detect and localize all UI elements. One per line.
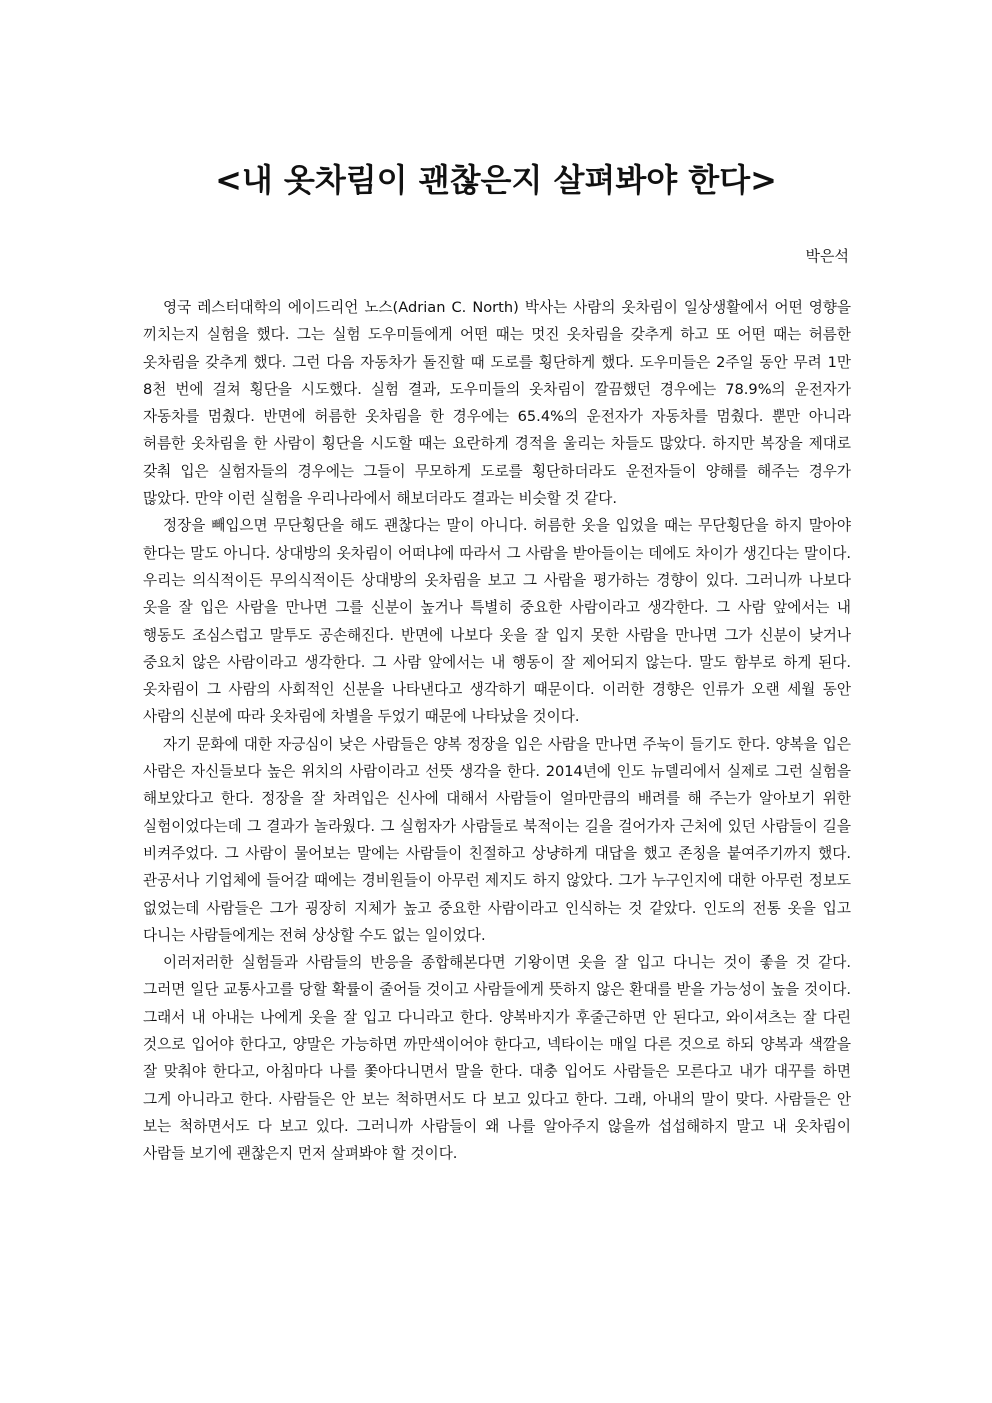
paragraph-3: 자기 문화에 대한 자긍심이 낮은 사람들은 양복 정장을 입은 사람을 만나면 주눅이 들기도 한다. 양복을 입은 사람은 자신들보다 높은 위치의 사람이라고 선뜻 생각을 한다. 2014년에 인도 뉴델리에서 실제로 그런 실험을 해보았다고 한다. 정장을 잘 차려입은 신사에 대해서 사람들이 얼마만큼의 배려를 해 주는가 알아보기 위한 실험이었다는데 그 결과가 놀라웠다. 그 실험자가 사람들로 북적이는 길을 걸어가자 근처에 있던 사람들이 길을 비켜주었다. 그 사람이 물어보는 말에는 사람들이 친절하고 상냥하게 대답을 했고 존칭을 붙여주기까지 했다. 관공서나 기업체에 들어갈 때에는 경비원들이 아무런 제지도 하지 않았다. 그가 누구인지에 대한 아무런 정보도 없었는데 사람들은 그가 굉장히 지체가 높고 중요한 사람이라고 인식하는 것 같았다. 인도의 전통 옷을 입고 다니는 사람들에게는 전혀 상상할 수도 없는 일이었다.: [143, 735, 851, 944]
paragraph-2: 정장을 빼입으면 무단횡단을 해도 괜찮다는 말이 아니다. 허름한 옷을 입었을 때는 무단횡단을 하지 말아야 한다는 말도 아니다. 상대방의 옷차림이 어떠냐에 따라서 그 사람을 받아들이는 데에도 차이가 생긴다는 말이다. 우리는 의식적이든 무의식적이든 상대방의 옷차림을 보고 그 사람을 평가하는 경향이 있다. 그러니까 나보다 옷을 잘 입은 사람을 만나면 그를 신분이 높거나 특별히 중요한 사람이라고 생각한다. 그 사람 앞에서는 내 행동도 조심스럽고 말투도 공손해진다. 반면에 나보다 옷을 잘 입지 못한 사람을 만나면 그가 신분이 낮거나 중요치 않은 사람이라고 생각한다. 그 사람 앞에서는 내 행동이 잘 제어되지 않는다. 말도 함부로 하게 된다. 옷차림이 그 사람의 사회적인 신분을 나타낸다고 생각하기 때문이다. 이러한 경향은 인류가 오랜 세월 동안 사람의 신분에 따라 옷차림에 차별을 두었기 때문에 나타났을 것이다.: [143, 517, 851, 726]
paragraph-1: 영국 레스터대학의 에이드리언 노스(Adrian C. North) 박사는 사람의 옷차림이 일상생활에서 어떤 영향을 끼치는지 실험을 했다. 그는 실험 도우미들에게 어떤 때는 멋진 옷차림을 갖추게 하고 또 어떤 때는 허름한 옷차림을 갖추게 했다. 그런 다음 자동차가 돌진할 때 도로를 횡단하게 했다. 도우미들은 2주일 동안 무려 1만 8천 번에 걸쳐 횡단을 시도했다. 실험 결과, 도우미들의 옷차림이 깔끔했던 경우에는 78.9%의 운전자가 자동차를 멈췄다. 반면에 허름한 옷차림을 한 경우에는 65.4%의 운전자가 자동차를 멈췄다. 뿐만 아니라 허름한 옷차림을 한 사람이 횡단을 시도할 때는 요란하게 경적을 울리는 차들도 많았다. 하지만 복장을 제대로 갖춰 입은 실험자들의 경우에는 그들이 무모하게 도로를 횡단하더라도 운전자들이 양해를 해주는 경우가 많았다. 만약 이런 실험을 우리나라에서 해보더라도 결과는 비슷할 것 같다.: [143, 299, 851, 508]
author-name: 박은석: [805, 247, 849, 265]
paragraph-4: 이러저러한 실험들과 사람들의 반응을 종합해본다면 기왕이면 옷을 잘 입고 다니는 것이 좋을 것 같다. 그러면 일단 교통사고를 당할 확률이 줄어들 것이고 사람들에게 뜻하지 않은 환대를 받을 가능성이 높을 것이다. 그래서 내 아내는 나에게 옷을 잘 입고 다니라고 한다. 양복바지가 후줄근하면 안 된다고, 와이셔츠는 잘 다린 것으로 입어야 한다고, 양말은 가능하면 까만색이어야 한다고, 넥타이는 매일 다른 것으로 하되 양복과 색깔을 잘 맞춰야 한다고, 아침마다 나를 쫓아다니면서 말을 한다. 대충 입어도 사람들은 모른다고 내가 대꾸를 하면 그게 아니라고 한다. 사람들은 안 보는 척하면서도 다 보고 있다고 한다. 그래, 아내의 말이 맞다. 사람들은 안 보는 척하면서도 다 보고 있다. 그러니까 사람들이 왜 나를 알아주지 않을까 섭섭해하지 말고 내 옷차림이 사람들 보기에 괜찮은지 먼저 살펴봐야 할 것이다.: [143, 954, 851, 1163]
document-title: <내 옷차림이 괜찮은지 살펴봐야 한다>: [215, 161, 777, 199]
document-body: [143, 294, 851, 1168]
